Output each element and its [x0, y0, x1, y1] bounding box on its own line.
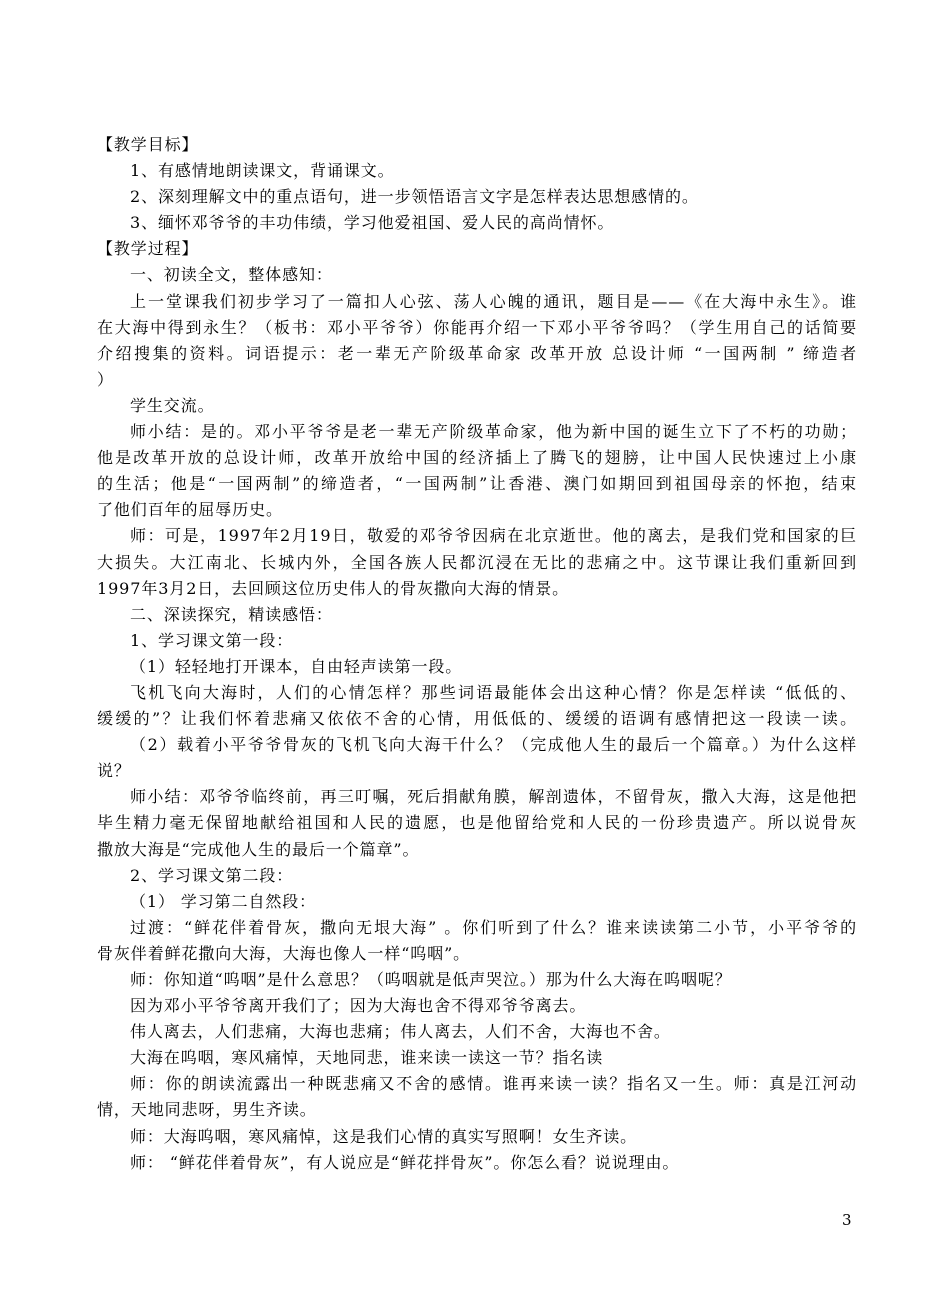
text-line: 师：大海呜咽，寒风痛悼，这是我们心情的真实写照啊！女生齐读。 — [130, 1126, 638, 1146]
text-line: 师：可是，1997年2月19日，敬爱的邓爷爷因病在北京逝世。他的离去，是我们党和国家的巨 — [130, 526, 857, 546]
text-line: 【教学目标】 — [97, 135, 199, 154]
text-line: 大海在呜咽，寒风痛悼，天地同悲，谁来读一读这一节？指名读 — [130, 1048, 604, 1068]
text-line: 1、有感情地朗读课文，背诵课文。 — [130, 161, 395, 181]
text-line: 1997年3月2日，去回顾这位历史伟人的骨灰撒向大海的情景。 — [97, 578, 570, 598]
text-line: 了他们百年的屈辱历史。 — [97, 500, 283, 520]
text-line: （2）载着小平爷爷骨灰的飞机飞向大海干什么？（完成他人生的最后一个篇章。）为什么这样 — [130, 735, 857, 755]
text-line: 二、深读探究，精读感悟： — [130, 604, 333, 624]
text-line: 骨灰伴着鲜花撒向大海，大海也像人一样“呜咽”。 — [97, 943, 471, 963]
document-body — [97, 132, 857, 1176]
text-line: 师： “鲜花伴着骨灰”，有人说应是“鲜花拌骨灰”。你怎么看？说说理由。 — [130, 1152, 680, 1172]
text-line: 2、深刻理解文中的重点语句，进一步领悟语言文字是怎样表达思想感情的。 — [130, 187, 699, 207]
page-number: 3 — [842, 1211, 852, 1229]
text-line: 师小结：邓爷爷临终前，再三叮嘱，死后捐献角膜，解剖遗体，不留骨灰，撒入大海，这是他把 — [130, 787, 857, 807]
text-line: 一、初读全文，整体感知： — [130, 265, 333, 285]
text-line: （1） 学习第二自然段： — [130, 891, 317, 911]
text-line: 的生活；他是“一国两制”的缔造者，“一国两制”让香港、澳门如期回到祖国母亲的怀抱，结束 — [97, 474, 857, 494]
text-line: 过渡：“鲜花伴着骨灰，撒向无垠大海” 。你们听到了什么？谁来读读第二小节，小平爷爷的 — [130, 917, 857, 937]
text-line: 2、学习课文第二段： — [130, 865, 294, 885]
text-line: 毕生精力毫无保留地献给祖国和人民的遗愿，也是他留给党和人民的一份珍贵遗产。所以说骨灰 — [97, 813, 857, 833]
text-line: 因为邓小平爷爷离开我们了；因为大海也舍不得邓爷爷离去。 — [130, 996, 587, 1016]
text-line: 在大海中得到永生？（板书：邓小平爷爷）你能再介绍一下邓小平爷爷吗？（学生用自己的话简要 — [97, 317, 857, 337]
text-line: 缓缓的”？让我们怀着悲痛又依依不舍的心情，用低低的、缓缓的语调有感情把这一段读一读。 — [97, 709, 857, 729]
text-line: 大损失。大江南北、长城内外，全国各族人民都沉浸在无比的悲痛之中。这节课让我们重新回到 — [97, 552, 857, 572]
text-line: 说？ — [97, 761, 131, 781]
text-line: 情，天地同悲呀，男生齐读。 — [97, 1100, 317, 1120]
text-line: 介绍搜集的资料。词语提示：老一辈无产阶级革命家 改革开放 总设计师 “一国两制 ” 缔造者 — [97, 343, 857, 363]
text-line: 他是改革开放的总设计师，改革开放给中国的经济插上了腾飞的翅膀，让中国人民快速过上小康 — [97, 448, 857, 468]
text-line: 师：你的朗读流露出一种既悲痛又不舍的感情。谁再来读一读？指名又一生。师：真是江河动 — [130, 1074, 857, 1094]
text-line: （1）轻轻地打开课本，自由轻声读第一段。 — [130, 656, 463, 676]
text-line: 伟人离去，人们悲痛，大海也悲痛；伟人离去，人们不舍，大海也不舍。 — [130, 1022, 671, 1042]
text-line: 【教学过程】 — [97, 239, 199, 259]
text-line: 撒放大海是“完成他人生的最后一个篇章”。 — [97, 839, 420, 859]
text-line: 飞机飞向大海时，人们的心情怎样？那些词语最能体会出这种心情？你是怎样读 “低低的、 — [130, 682, 857, 702]
text-line: 1、学习课文第一段： — [130, 630, 294, 650]
text-line: ） — [97, 369, 114, 389]
text-line: 3、缅怀邓爷爷的丰功伟绩，学习他爱祖国、爱人民的高尚情怀。 — [130, 213, 615, 233]
text-line: 师：你知道“呜咽”是什么意思？（呜咽就是低声哭泣。）那为什么大海在呜咽呢？ — [130, 970, 732, 989]
text-line: 上一堂课我们初步学习了一篇扣人心弦、荡人心魄的通讯，题目是——《在大海中永生》。谁 — [130, 291, 857, 311]
text-line: 学生交流。 — [130, 395, 215, 415]
text-line: 师小结：是的。邓小平爷爷是老一辈无产阶级革命家，他为新中国的诞生立下了不朽的功勋； — [130, 422, 857, 442]
